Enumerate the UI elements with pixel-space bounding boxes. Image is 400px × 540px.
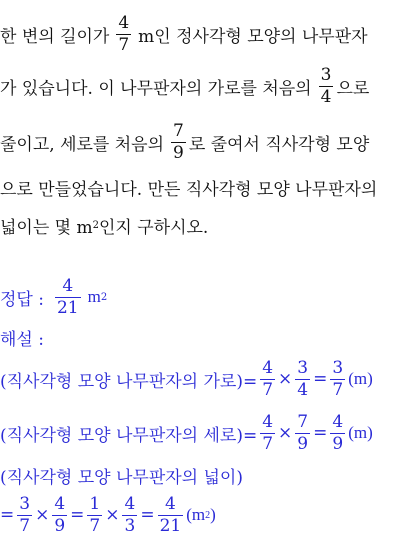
times-sign: × [105, 505, 120, 525]
fraction-denominator: 7 [262, 379, 274, 400]
fraction-numerator: 4 [164, 493, 176, 514]
superscript: 2 [100, 291, 108, 303]
equals-sign: = [0, 505, 15, 525]
answer-fraction [55, 275, 81, 318]
times-sign: × [35, 505, 50, 525]
problem-text: 한 변의 길이가 [0, 26, 110, 47]
equals-sign: = [70, 505, 85, 525]
fraction [330, 411, 345, 454]
problem-text: m인 정사각형 모양의 나무판자 [138, 26, 368, 47]
fraction-denominator: 4 [320, 86, 332, 107]
fraction [330, 357, 345, 400]
solution-row-area-calc [0, 492, 216, 538]
unit: (m) [348, 423, 373, 442]
answer-unit: m [87, 287, 101, 306]
fraction-height-ratio [171, 120, 186, 163]
solution-row-height [0, 410, 373, 456]
fraction-numerator: 3 [297, 357, 309, 378]
fraction-denominator: 7 [332, 379, 344, 400]
problem-text: 줄이고, 세로를 처음의 [0, 134, 165, 155]
fraction-denominator: 7 [89, 515, 101, 536]
problem-text: 넓이는 몇 m [0, 217, 93, 238]
solution-text: (직사각형 모양 나무판자의 세로)= [0, 425, 258, 446]
equals-sign: = [313, 369, 328, 389]
problem-text: 가 있습니다. 이 나무판자의 가로를 처음의 [0, 78, 312, 99]
fraction [17, 493, 32, 536]
solution-row-area-label [0, 462, 243, 488]
problem-text: 으로 [336, 78, 370, 99]
fraction-numerator: 3 [332, 357, 344, 378]
fraction-denominator: 7 [262, 433, 274, 454]
fraction-numerator: 4 [124, 493, 136, 514]
solution-label: 해설 : [0, 329, 44, 350]
problem-line-5 [0, 210, 208, 240]
solution-text: (직사각형 모양 나무판자의 넓이) [0, 467, 243, 488]
equals-sign: = [313, 423, 328, 443]
fraction-numerator: 4 [118, 12, 130, 33]
solution-label-line [0, 324, 44, 350]
times-sign: × [278, 369, 293, 389]
fraction [260, 357, 275, 400]
unit: (m) [348, 369, 373, 388]
fraction-numerator: 7 [297, 411, 309, 432]
fraction-numerator: 3 [320, 64, 332, 85]
solution-row-width [0, 356, 373, 402]
fraction-denominator: 9 [54, 515, 66, 536]
problem-text: 인지 구하시오. [99, 217, 209, 238]
fraction [260, 411, 275, 454]
solution-text: (직사각형 모양 나무판자의 가로)= [0, 371, 258, 392]
answer-label: 정답 : [0, 289, 44, 310]
fraction-numerator: 3 [19, 493, 31, 514]
fraction [158, 493, 184, 536]
fraction-numerator: 4 [54, 493, 66, 514]
problem-line-1 [0, 12, 368, 56]
fraction-denominator: 21 [56, 297, 79, 318]
fraction [122, 493, 137, 536]
fraction-denominator: 21 [159, 515, 182, 536]
fraction-denominator: 7 [19, 515, 31, 536]
times-sign: × [278, 423, 293, 443]
answer-line [0, 274, 107, 320]
fraction [87, 493, 102, 536]
problem-line-3 [0, 118, 369, 166]
fraction-numerator: 4 [332, 411, 344, 432]
fraction-numerator: 7 [173, 120, 184, 141]
fraction-denominator: 9 [332, 433, 344, 454]
fraction [52, 493, 67, 536]
superscript: 2 [92, 219, 99, 231]
fraction-denominator: 7 [118, 34, 130, 55]
fraction-denominator: 4 [297, 379, 309, 400]
fraction-numerator: 4 [262, 411, 274, 432]
fraction-numerator: 4 [262, 357, 274, 378]
equals-sign: = [140, 505, 155, 525]
unit: ) [210, 505, 216, 524]
fraction-numerator: 4 [62, 275, 74, 296]
fraction [295, 411, 310, 454]
fraction-numerator: 1 [89, 493, 101, 514]
problem-text: 로 줄여서 직사각형 모양 [188, 134, 370, 155]
fraction-width-ratio [319, 64, 334, 107]
problem-line-4 [0, 172, 377, 202]
unit: (m [186, 505, 206, 524]
problem-text: 으로 만들었습니다. 만든 직사각형 모양 나무판자의 [0, 179, 378, 200]
fraction-denominator: 3 [124, 515, 136, 536]
fraction [295, 357, 310, 400]
fraction-side-length [116, 12, 131, 55]
fraction-denominator: 9 [173, 142, 184, 163]
superscript: 2 [205, 509, 211, 521]
problem-line-2 [0, 62, 369, 110]
fraction-denominator: 9 [297, 433, 309, 454]
